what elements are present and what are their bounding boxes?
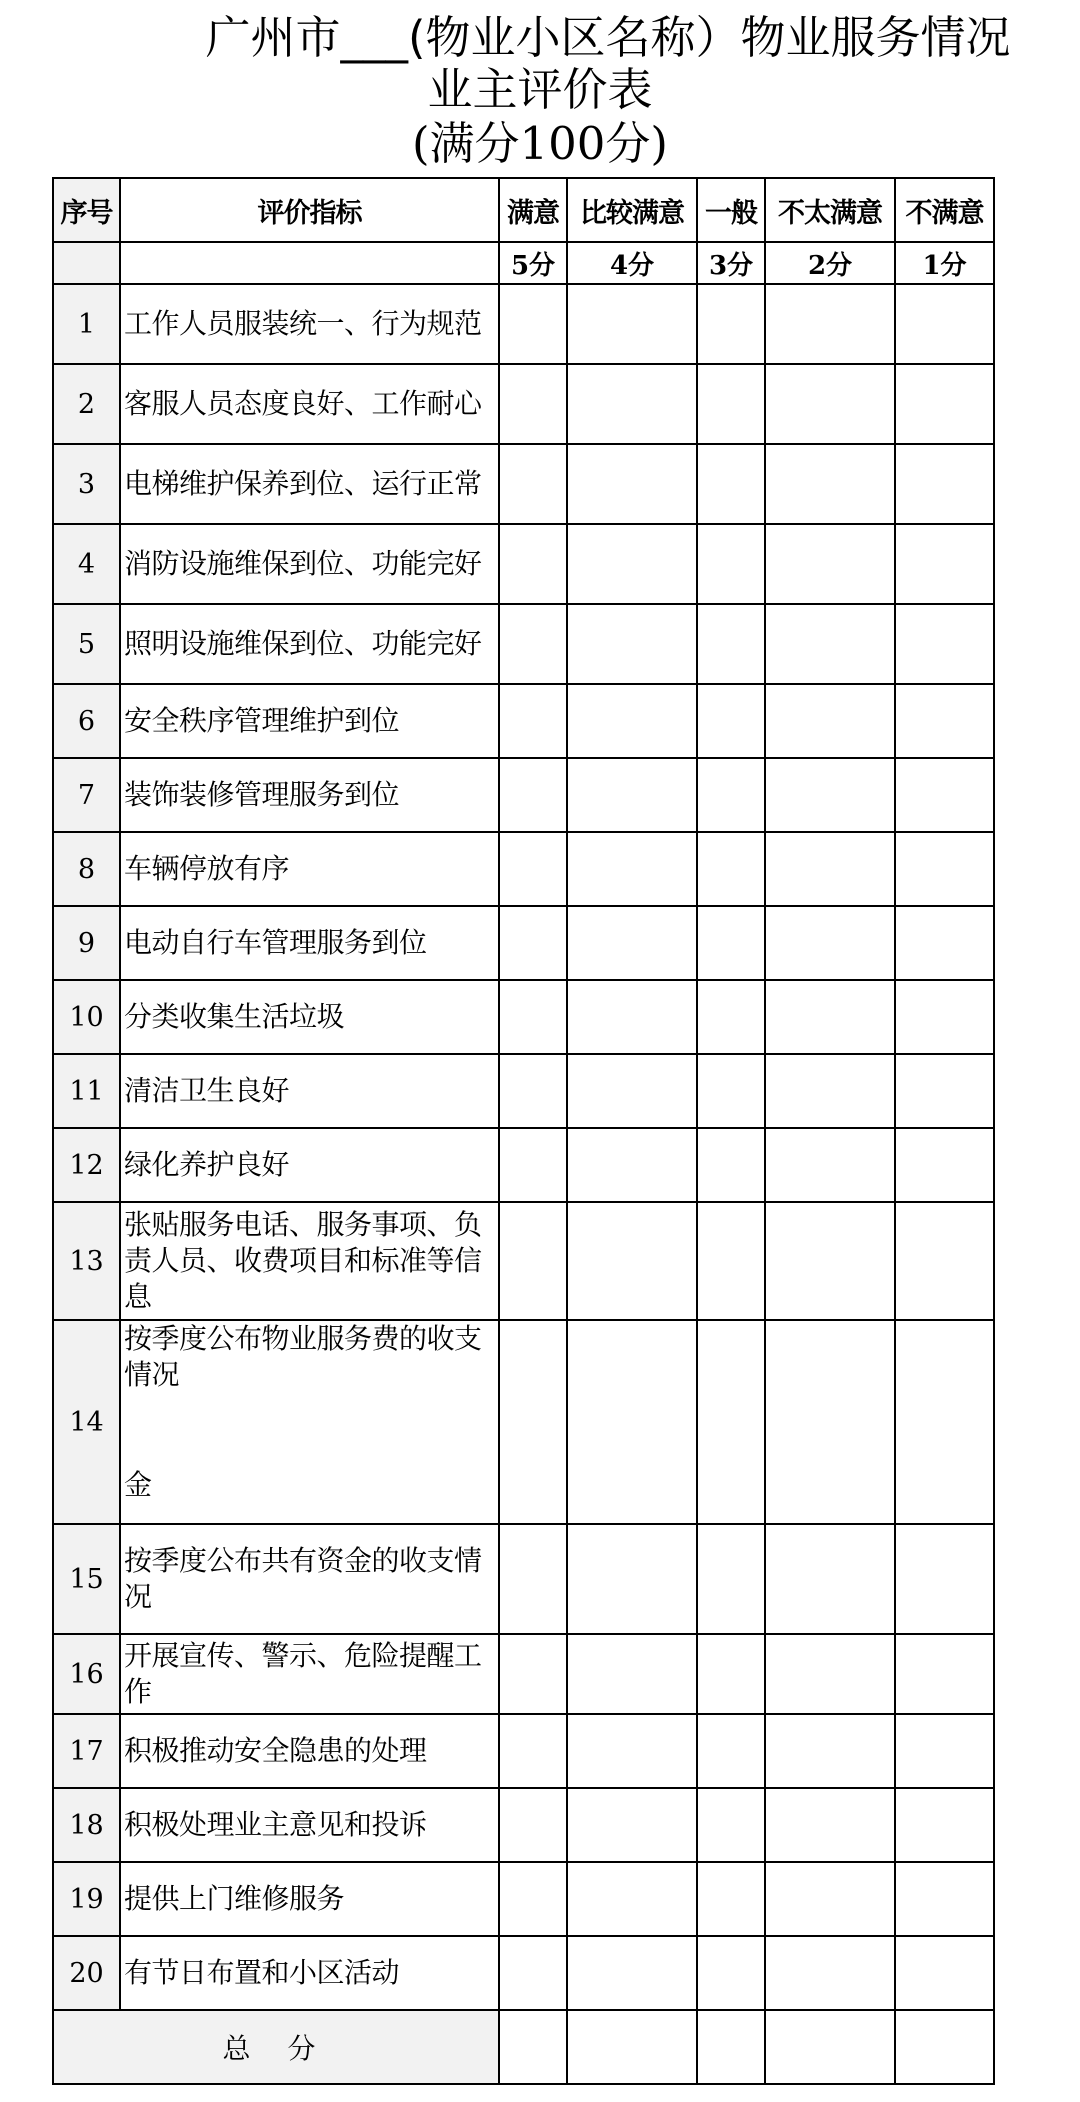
rating-cell[interactable] — [567, 906, 697, 980]
rating-cell[interactable] — [765, 1054, 895, 1128]
indicator-cell — [120, 832, 499, 906]
rating-cell[interactable] — [697, 1202, 765, 1320]
indicator-text: 工作人员服装统一、行为规范 — [124, 307, 482, 340]
rating-cell[interactable] — [499, 1054, 567, 1128]
rating-cell[interactable] — [895, 980, 994, 1054]
rating-cell[interactable] — [499, 364, 567, 444]
rating-cell[interactable] — [567, 1524, 697, 1634]
table-row — [53, 832, 994, 906]
rating-cell[interactable] — [499, 980, 567, 1054]
rating-cell[interactable] — [499, 1128, 567, 1202]
table-row — [53, 1320, 994, 1524]
rating-cell[interactable] — [895, 1202, 994, 1320]
rating-header-average: 一般 — [697, 178, 765, 242]
indicator-cell — [120, 684, 499, 758]
score-row — [53, 242, 994, 284]
total-row — [53, 2010, 994, 2084]
table-row — [53, 906, 994, 980]
table-row — [53, 364, 994, 444]
rating-cell[interactable] — [499, 758, 567, 832]
row-number: 15 — [53, 1524, 120, 1634]
indicator-text: 提供上门维修服务 — [124, 1882, 345, 1915]
indicator-text: 照明设施维保到位、功能完好 — [124, 627, 482, 660]
table-row — [53, 1862, 994, 1936]
indicator-text: 绿化养护良好 — [124, 1148, 290, 1181]
indicator-cell — [120, 364, 499, 444]
rating-cell[interactable] — [895, 1524, 994, 1634]
rating-header-dissatisfied: 不满意 — [895, 178, 994, 242]
table-row — [53, 1524, 994, 1634]
rating-cell[interactable] — [499, 1714, 567, 1788]
rating-cell[interactable] — [567, 1714, 697, 1788]
table-row — [53, 444, 994, 524]
row-number: 19 — [53, 1862, 120, 1936]
score-5: 5分 — [499, 242, 567, 284]
indicator-text: 积极推动安全隐患的处理 — [124, 1734, 427, 1767]
rating-cell[interactable] — [895, 1936, 994, 2010]
rating-cell[interactable] — [895, 604, 994, 684]
rating-cell[interactable] — [499, 284, 567, 364]
rating-cell[interactable] — [567, 604, 697, 684]
table-row — [53, 684, 994, 758]
rating-cell[interactable] — [895, 284, 994, 364]
rating-cell[interactable] — [697, 604, 765, 684]
rating-cell[interactable] — [895, 444, 994, 524]
rating-cell[interactable] — [765, 906, 895, 980]
table-row — [53, 1788, 994, 1862]
indicator-cell — [120, 1054, 499, 1128]
rating-cell[interactable] — [499, 1936, 567, 2010]
indicator-cell — [120, 444, 499, 524]
rating-cell[interactable] — [765, 832, 895, 906]
total-score-cell[interactable] — [765, 2010, 895, 2084]
rating-cell[interactable] — [499, 832, 567, 906]
table-row — [53, 524, 994, 604]
index-header: 序号 — [53, 178, 120, 242]
indicator-cell — [120, 906, 499, 980]
rating-cell[interactable] — [567, 364, 697, 444]
rating-cell[interactable] — [895, 1714, 994, 1788]
rating-cell[interactable] — [499, 444, 567, 524]
indicator-cell — [120, 980, 499, 1054]
row-number: 7 — [53, 758, 120, 832]
indicator-cell — [120, 604, 499, 684]
rating-cell[interactable] — [895, 1788, 994, 1862]
row-number: 13 — [53, 1202, 120, 1320]
indicator-header: 评价指标 — [120, 178, 499, 242]
indicator-cell — [120, 1634, 499, 1714]
row-number: 20 — [53, 1936, 120, 2010]
row-number: 12 — [53, 1128, 120, 1202]
row-number: 5 — [53, 604, 120, 684]
rating-cell[interactable] — [697, 364, 765, 444]
table-row — [53, 1128, 994, 1202]
rating-cell[interactable] — [567, 758, 697, 832]
rating-cell[interactable] — [765, 1634, 895, 1714]
row-number: 2 — [53, 364, 120, 444]
full-score-note: (满分100分) — [411, 117, 668, 170]
rating-cell[interactable] — [765, 1202, 895, 1320]
table-row — [53, 604, 994, 684]
rating-cell[interactable] — [697, 284, 765, 364]
rating-cell[interactable] — [895, 758, 994, 832]
rating-cell[interactable] — [697, 1634, 765, 1714]
rating-header-satisfied: 满意 — [499, 178, 567, 242]
rating-cell[interactable] — [697, 1936, 765, 2010]
rating-cell[interactable] — [697, 444, 765, 524]
evaluation-table — [52, 177, 995, 2085]
rating-cell[interactable] — [499, 524, 567, 604]
indicator-cell — [120, 284, 499, 364]
indicator-cell — [120, 1320, 499, 1524]
rating-cell[interactable] — [697, 1128, 765, 1202]
rating-cell[interactable] — [895, 1634, 994, 1714]
table-row — [53, 1054, 994, 1128]
rating-cell[interactable] — [765, 444, 895, 524]
total-score-cell[interactable] — [499, 2010, 567, 2084]
table-row — [53, 1634, 994, 1714]
rating-cell[interactable] — [895, 684, 994, 758]
rating-cell[interactable] — [895, 1128, 994, 1202]
rating-cell[interactable] — [765, 364, 895, 444]
table-row — [53, 1714, 994, 1788]
table-row — [53, 1202, 994, 1320]
rating-cell[interactable] — [499, 604, 567, 684]
rating-cell[interactable] — [567, 524, 697, 604]
row-number: 3 — [53, 444, 120, 524]
row-number: 1 — [53, 284, 120, 364]
indicator-text: 张贴服务电话、服务事项、负责人员、收费项目和标准等信息 — [124, 1208, 482, 1313]
row-number: 17 — [53, 1714, 120, 1788]
rating-cell[interactable] — [765, 1524, 895, 1634]
rating-cell[interactable] — [499, 684, 567, 758]
score-row-index-blank — [53, 242, 120, 284]
rating-cell[interactable] — [895, 1320, 994, 1524]
score-2: 2分 — [765, 242, 895, 284]
rating-cell[interactable] — [499, 1634, 567, 1714]
table-row — [53, 980, 994, 1054]
rating-cell[interactable] — [567, 1320, 697, 1524]
total-score-label: 总 分 — [53, 2010, 499, 2084]
indicator-text: 客服人员态度良好、工作耐心 — [124, 387, 482, 420]
row-number: 10 — [53, 980, 120, 1054]
rating-cell[interactable] — [765, 524, 895, 604]
indicator-text: 按季度公布物业服务费的收支情况 — [124, 1322, 482, 1391]
rating-cell[interactable] — [697, 1054, 765, 1128]
indicator-cell — [120, 758, 499, 832]
indicator-text: 车辆停放有序 — [124, 852, 290, 885]
rating-cell[interactable] — [765, 1320, 895, 1524]
rating-cell[interactable] — [567, 684, 697, 758]
rating-cell[interactable] — [567, 980, 697, 1054]
indicator-cell — [120, 1936, 499, 2010]
rating-cell[interactable] — [499, 1202, 567, 1320]
rating-cell[interactable] — [697, 832, 765, 906]
rating-cell[interactable] — [697, 524, 765, 604]
rating-cell[interactable] — [895, 524, 994, 604]
row-number: 4 — [53, 524, 120, 604]
rating-cell[interactable] — [895, 1862, 994, 1936]
rating-cell[interactable] — [567, 444, 697, 524]
score-3: 3分 — [697, 242, 765, 284]
rating-cell[interactable] — [895, 364, 994, 444]
rating-cell[interactable] — [567, 1936, 697, 2010]
rating-cell[interactable] — [567, 1202, 697, 1320]
score-1: 1分 — [895, 242, 994, 284]
indicator-text: 分类收集生活垃圾 — [124, 1000, 345, 1033]
rating-cell[interactable] — [697, 1788, 765, 1862]
indicator-text: 积极处理业主意见和投诉 — [124, 1808, 427, 1841]
indicator-cell — [120, 1524, 499, 1634]
rating-cell[interactable] — [567, 1128, 697, 1202]
rating-cell[interactable] — [567, 1634, 697, 1714]
table-row — [53, 1936, 994, 2010]
rating-cell[interactable] — [567, 284, 697, 364]
row-number: 9 — [53, 906, 120, 980]
indicator-text: 装饰装修管理服务到位 — [124, 778, 400, 811]
indicator-text: 有节日布置和小区活动 — [124, 1956, 400, 1989]
rating-cell[interactable] — [765, 1788, 895, 1862]
indicator-text: 按季度公布共有资金的收支情况 — [124, 1544, 482, 1613]
table-row — [53, 284, 994, 364]
table-row — [53, 758, 994, 832]
rating-cell[interactable] — [765, 1714, 895, 1788]
indicator-text: 电动自行车管理服务到位 — [124, 926, 427, 959]
rating-cell[interactable] — [765, 758, 895, 832]
score-4: 4分 — [567, 242, 697, 284]
indicator-cell — [120, 524, 499, 604]
rating-cell[interactable] — [765, 604, 895, 684]
indicator-cell — [120, 1714, 499, 1788]
rating-header-not-very-satisfied: 不太满意 — [765, 178, 895, 242]
rating-cell[interactable] — [697, 980, 765, 1054]
row-number: 11 — [53, 1054, 120, 1128]
rating-cell[interactable] — [895, 906, 994, 980]
rating-cell[interactable] — [499, 906, 567, 980]
header-row — [53, 178, 994, 242]
rating-cell[interactable] — [697, 758, 765, 832]
form-title-line-2: 业主评价表 — [427, 63, 653, 116]
row-number: 8 — [53, 832, 120, 906]
rating-cell[interactable] — [765, 1936, 895, 2010]
rating-cell[interactable] — [765, 284, 895, 364]
row-number: 18 — [53, 1788, 120, 1862]
rating-cell[interactable] — [765, 684, 895, 758]
indicator-text: 开展宣传、警示、危险提醒工作 — [124, 1639, 482, 1708]
rating-cell[interactable] — [499, 1524, 567, 1634]
indicator-cell — [120, 1862, 499, 1936]
total-score-cell[interactable] — [567, 2010, 697, 2084]
rating-header-fairly-satisfied: 比较满意 — [567, 178, 697, 242]
rating-cell[interactable] — [499, 1788, 567, 1862]
rating-cell[interactable] — [697, 1320, 765, 1524]
indicator-cell — [120, 1128, 499, 1202]
rating-cell[interactable] — [697, 1714, 765, 1788]
rating-cell[interactable] — [567, 1788, 697, 1862]
indicator-cell — [120, 1202, 499, 1320]
row-number: 16 — [53, 1634, 120, 1714]
form-title-line-3 — [0, 116, 1080, 172]
rating-cell[interactable] — [765, 1862, 895, 1936]
row-number: 14 — [53, 1320, 120, 1524]
rating-cell[interactable] — [697, 906, 765, 980]
indicator-tail-text: 金 — [124, 1468, 152, 1501]
rating-cell[interactable] — [567, 1054, 697, 1128]
rating-cell[interactable] — [895, 1054, 994, 1128]
score-row-indicator-blank — [120, 242, 499, 284]
total-score-cell[interactable] — [697, 2010, 765, 2084]
rating-cell[interactable] — [499, 1862, 567, 1936]
rating-cell[interactable] — [567, 832, 697, 906]
row-number: 6 — [53, 684, 120, 758]
indicator-text: 电梯维护保养到位、运行正常 — [124, 467, 482, 500]
form-title-line-1: 广州市___(物业小区名称）物业服务情况 — [205, 11, 1011, 64]
rating-cell[interactable] — [697, 1862, 765, 1936]
rating-cell[interactable] — [499, 1320, 567, 1524]
rating-cell[interactable] — [895, 832, 994, 906]
rating-cell[interactable] — [567, 1862, 697, 1936]
indicator-text: 消防设施维保到位、功能完好 — [124, 547, 482, 580]
indicator-text: 安全秩序管理维护到位 — [124, 704, 400, 737]
total-score-cell[interactable] — [895, 2010, 994, 2084]
rating-cell[interactable] — [697, 1524, 765, 1634]
indicator-text: 清洁卫生良好 — [124, 1074, 290, 1107]
rating-cell[interactable] — [697, 684, 765, 758]
rating-cell[interactable] — [765, 980, 895, 1054]
rating-cell[interactable] — [765, 1128, 895, 1202]
indicator-cell — [120, 1788, 499, 1862]
